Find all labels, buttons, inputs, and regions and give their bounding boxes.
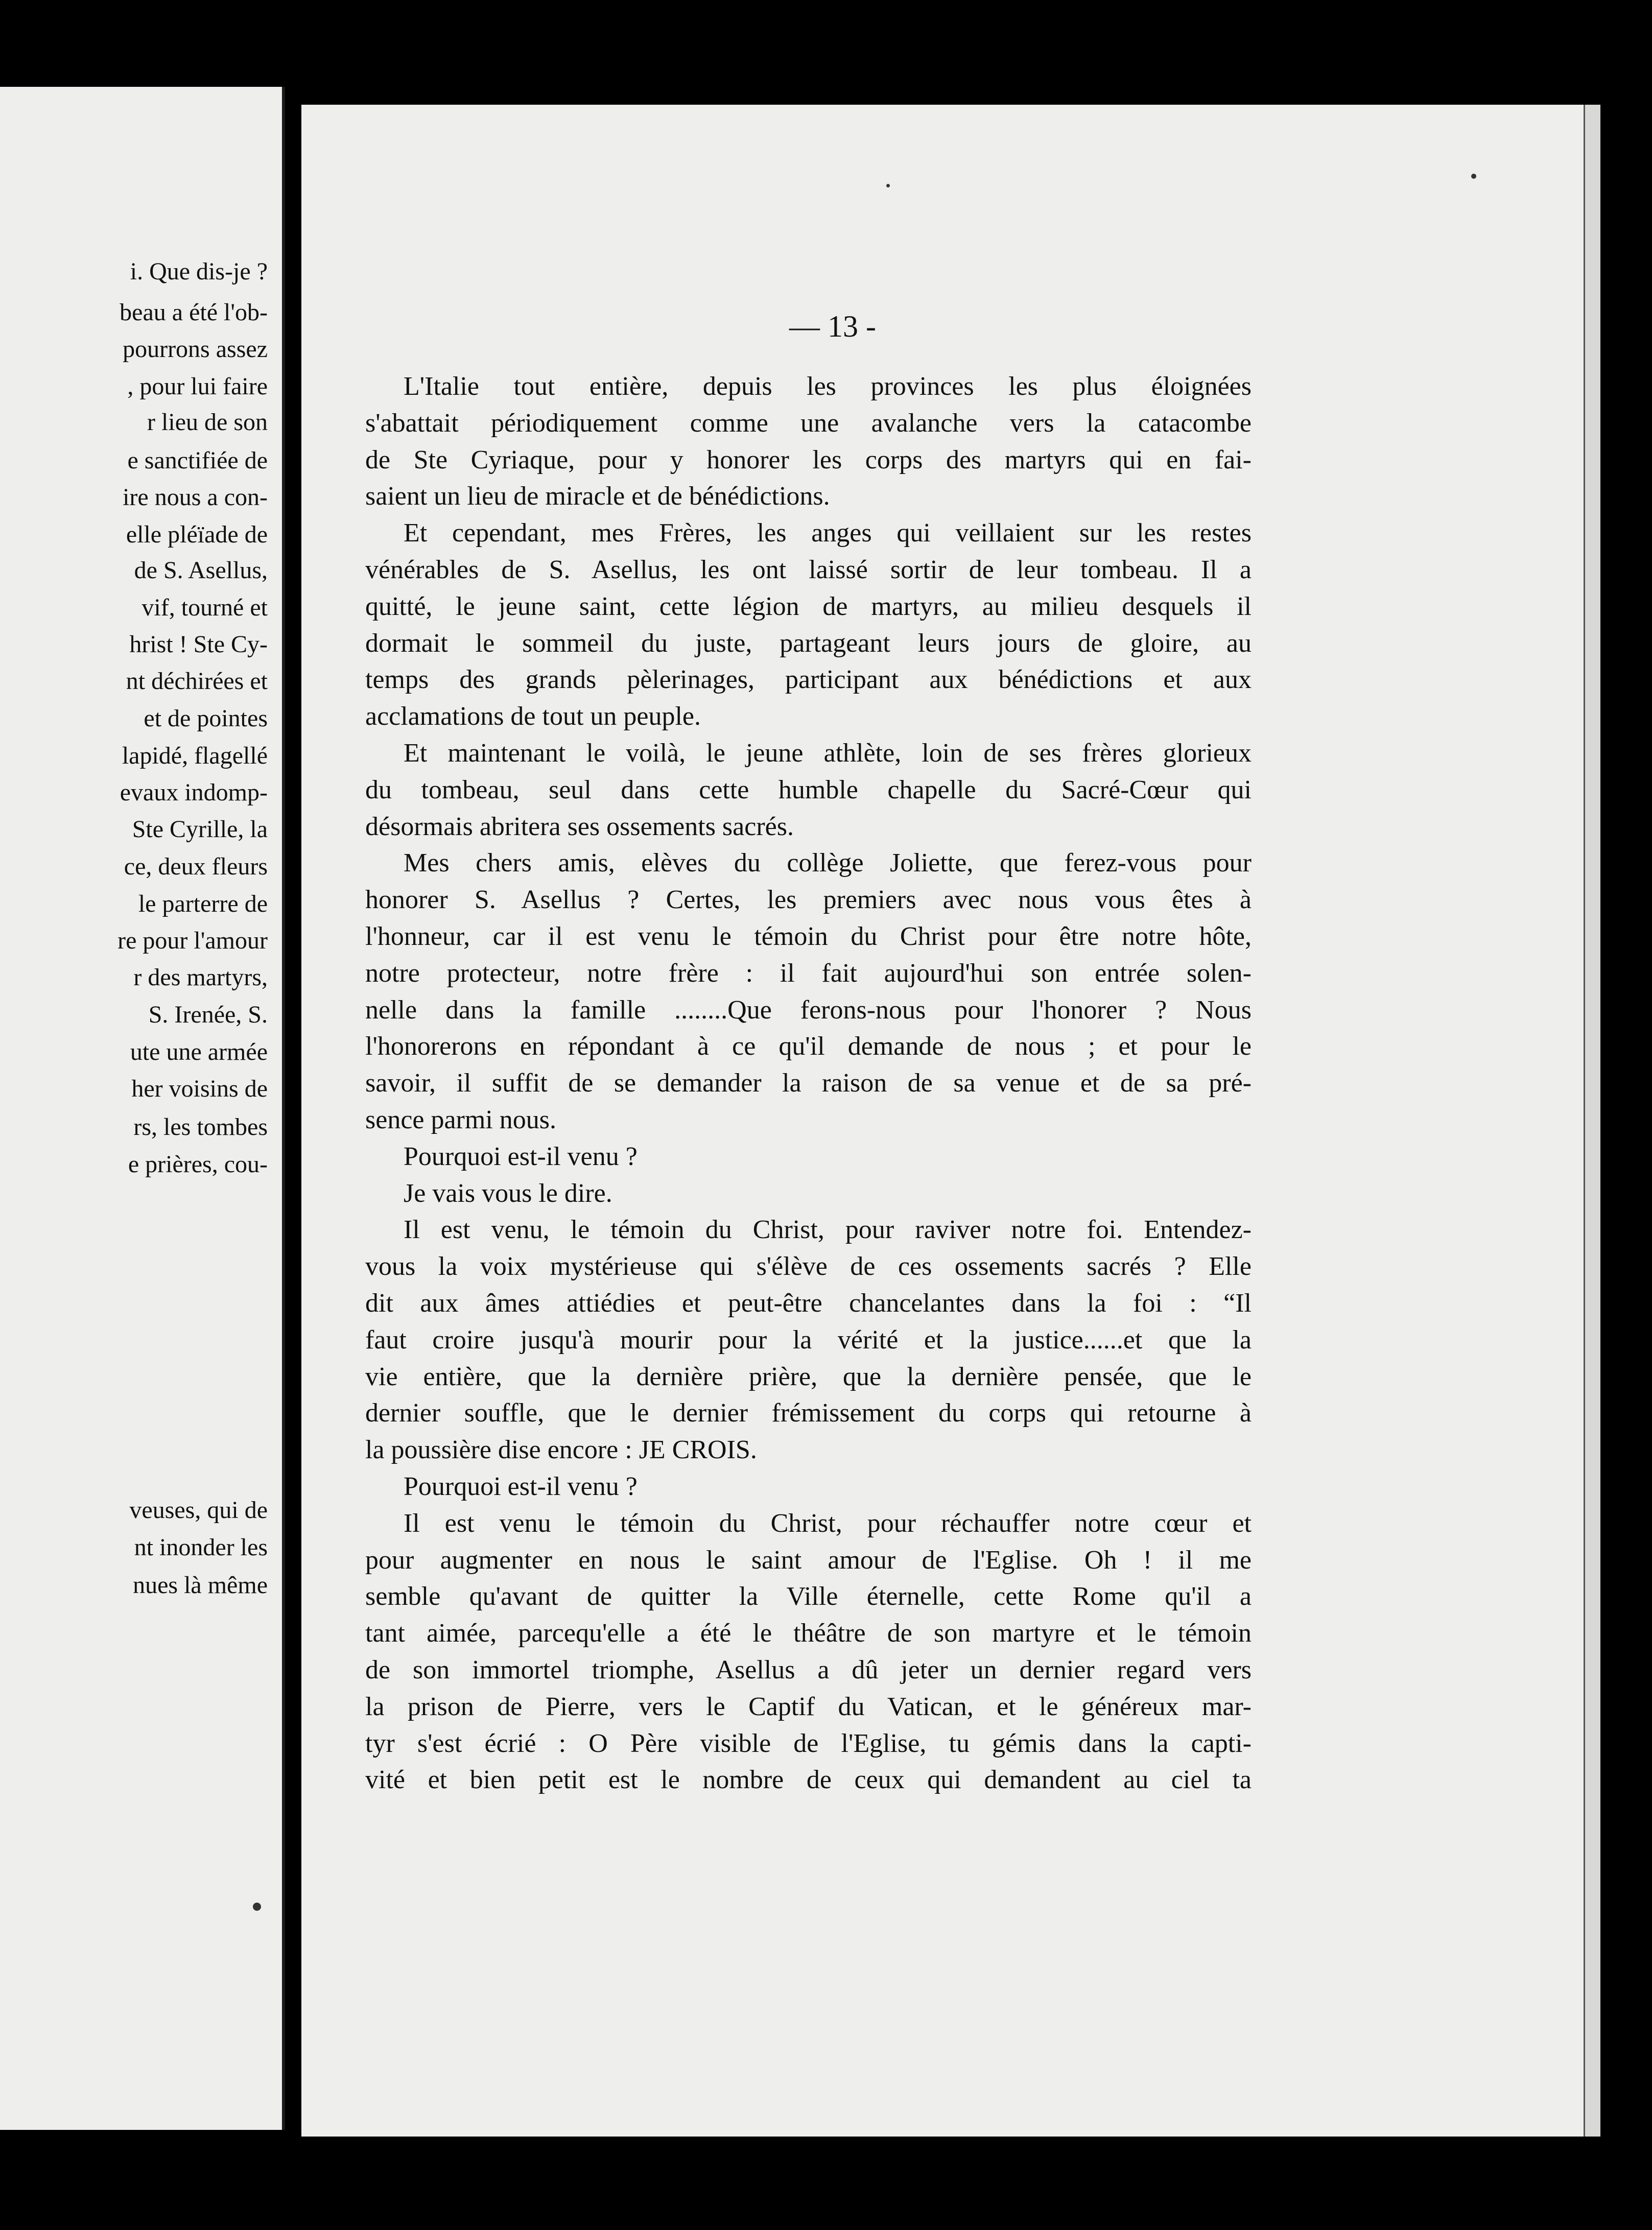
left-page-line: r lieu de son (147, 409, 268, 436)
left-page-line: her voisins de (131, 1075, 268, 1102)
left-page-line: et de pointes (144, 705, 268, 732)
body-line: pour augmenter en nous le saint amour de l'Eglise. Oh ! il me (365, 1546, 1252, 1575)
speck (886, 184, 890, 187)
body-line: temps des grands pèlerinages, participant aux bénédictions et aux (365, 665, 1252, 694)
left-page-line: nt inonder les (134, 1534, 268, 1561)
body-line: Mes chers amis, elèves du collège Joliette, que ferez-vous pour (404, 848, 1252, 877)
left-page-line: de S. Asellus, (134, 557, 268, 584)
body-line: Et cependant, mes Frères, les anges qui veillaient sur les restes (404, 518, 1252, 548)
left-page-line: Ste Cyrille, la (132, 816, 268, 843)
body-line: la poussière dise encore : JE CROIS. (365, 1435, 757, 1464)
left-page-line: lapidé, flagellé (122, 742, 268, 769)
body-line: vénérables de S. Asellus, les ont laissé sortir de leur tombeau. Il a (365, 555, 1252, 584)
left-page-line: evaux indomp- (120, 779, 268, 806)
left-page-line: ce, deux fleurs (124, 853, 268, 880)
left-page-line: vif, tourné et (141, 594, 268, 621)
body-line: l'honneur, car il est venu le témoin du Christ pour être notre hôte, (365, 922, 1252, 951)
body-line: la prison de Pierre, vers le Captif du Vatican, et le généreux mar- (365, 1692, 1252, 1721)
left-page-line: pourrons assez (123, 336, 268, 363)
body-line: Il est venu le témoin du Christ, pour réchauffer notre cœur et (404, 1509, 1252, 1538)
speck (253, 1903, 261, 1911)
body-line: du tombeau, seul dans cette humble chapelle du Sacré-Cœur qui (365, 775, 1252, 804)
speck (1471, 174, 1476, 179)
body-line: dernier souffle, que le dernier frémissement du corps qui retourne à (365, 1398, 1252, 1428)
body-line: acclamations de tout un peuple. (365, 702, 701, 731)
body-line: désormais abritera ses ossements sacrés. (365, 812, 794, 841)
left-page-line: nues là même (133, 1572, 268, 1599)
body-line: dit aux âmes attiédies et peut-être chancelantes dans la foi : “Il (365, 1289, 1252, 1318)
body-line: quitté, le jeune saint, cette légion de martyrs, au milieu desquels il (365, 592, 1252, 621)
body-line: L'Italie tout entière, depuis les provinces les plus éloignées (404, 372, 1252, 401)
left-page-line: S. Irenée, S. (148, 1001, 268, 1028)
body-line: dormait le sommeil du juste, partageant leurs jours de gloire, au (365, 629, 1252, 658)
body-line: tyr s'est écrié : O Père visible de l'Eglise, tu gémis dans la capti- (365, 1729, 1252, 1758)
body-line: notre protecteur, notre frère : il fait aujourd'hui son entrée solen- (365, 959, 1252, 988)
left-page-line: elle pléïade de (126, 521, 268, 548)
left-page-line: re pour l'amour (117, 927, 268, 954)
body-line: Pourquoi est-il venu ? (404, 1142, 638, 1171)
left-page-line: e sanctifiée de (127, 447, 268, 474)
left-page-line: r des martyrs, (133, 964, 268, 991)
left-page-line: rs, les tombes (133, 1113, 268, 1141)
body-line: Pourquoi est-il venu ? (404, 1472, 638, 1501)
page-edge (1584, 105, 1600, 2137)
body-line: tant aimée, parcequ'elle a été le théâtre de son martyre et le témoin (365, 1619, 1252, 1648)
body-line: faut croire jusqu'à mourir pour la vérité et la justice......et que la (365, 1325, 1252, 1355)
body-line: l'honorerons en répondant à ce qu'il demande de nous ; et pour le (365, 1032, 1252, 1061)
left-page-line: ire nous a con- (123, 484, 268, 511)
left-page-line: i. Que dis-je ? (130, 258, 268, 285)
left-page-line: e prières, cou- (128, 1151, 268, 1178)
left-page-line: ute une armée (130, 1038, 268, 1065)
body-line: Je vais vous le dire. (404, 1179, 612, 1208)
left-page-line: , pour lui faire (127, 373, 268, 400)
body-line: saient un lieu de miracle et de bénédictions. (365, 482, 830, 511)
left-page (0, 87, 285, 2130)
body-line: de Ste Cyriaque, pour y honorer les corps des martyrs qui en fai- (365, 445, 1252, 475)
body-line: de son immortel triomphe, Asellus a dû jeter un dernier regard vers (365, 1655, 1252, 1685)
left-page-line: beau a été l'ob- (120, 299, 268, 326)
left-page-line: nt déchirées et (126, 668, 268, 695)
body-line: s'abattait périodiquement comme une avalanche vers la catacombe (365, 409, 1252, 438)
body-line: semble qu'avant de quitter la Ville éternelle, cette Rome qu'il a (365, 1582, 1252, 1611)
body-line: Il est venu, le témoin du Christ, pour raviver notre foi. Entendez- (404, 1215, 1252, 1244)
body-line: vous la voix mystérieuse qui s'élève de ces ossements sacrés ? Elle (365, 1252, 1252, 1281)
body-line: Et maintenant le voilà, le jeune athlète, loin de ses frères glorieux (404, 739, 1252, 768)
body-line: vité et bien petit est le nombre de ceux qui demandent au ciel ta (365, 1765, 1252, 1794)
left-page-line: veuses, qui de (129, 1497, 268, 1524)
left-page-line: hrist ! Ste Cy- (129, 631, 268, 658)
page-number: — 13 - (789, 310, 876, 343)
body-line: nelle dans la famille ........Que ferons-nous pour l'honorer ? Nous (365, 995, 1252, 1025)
left-page-line: le parterre de (138, 890, 268, 917)
body-line: honorer S. Asellus ? Certes, les premiers avec nous vous êtes à (365, 885, 1252, 914)
body-line: savoir, il suffit de se demander la raison de sa venue et de sa pré- (365, 1069, 1252, 1098)
body-line: sence parmi nous. (365, 1105, 557, 1134)
body-line: vie entière, que la dernière prière, que la dernière pensée, que le (365, 1362, 1252, 1391)
